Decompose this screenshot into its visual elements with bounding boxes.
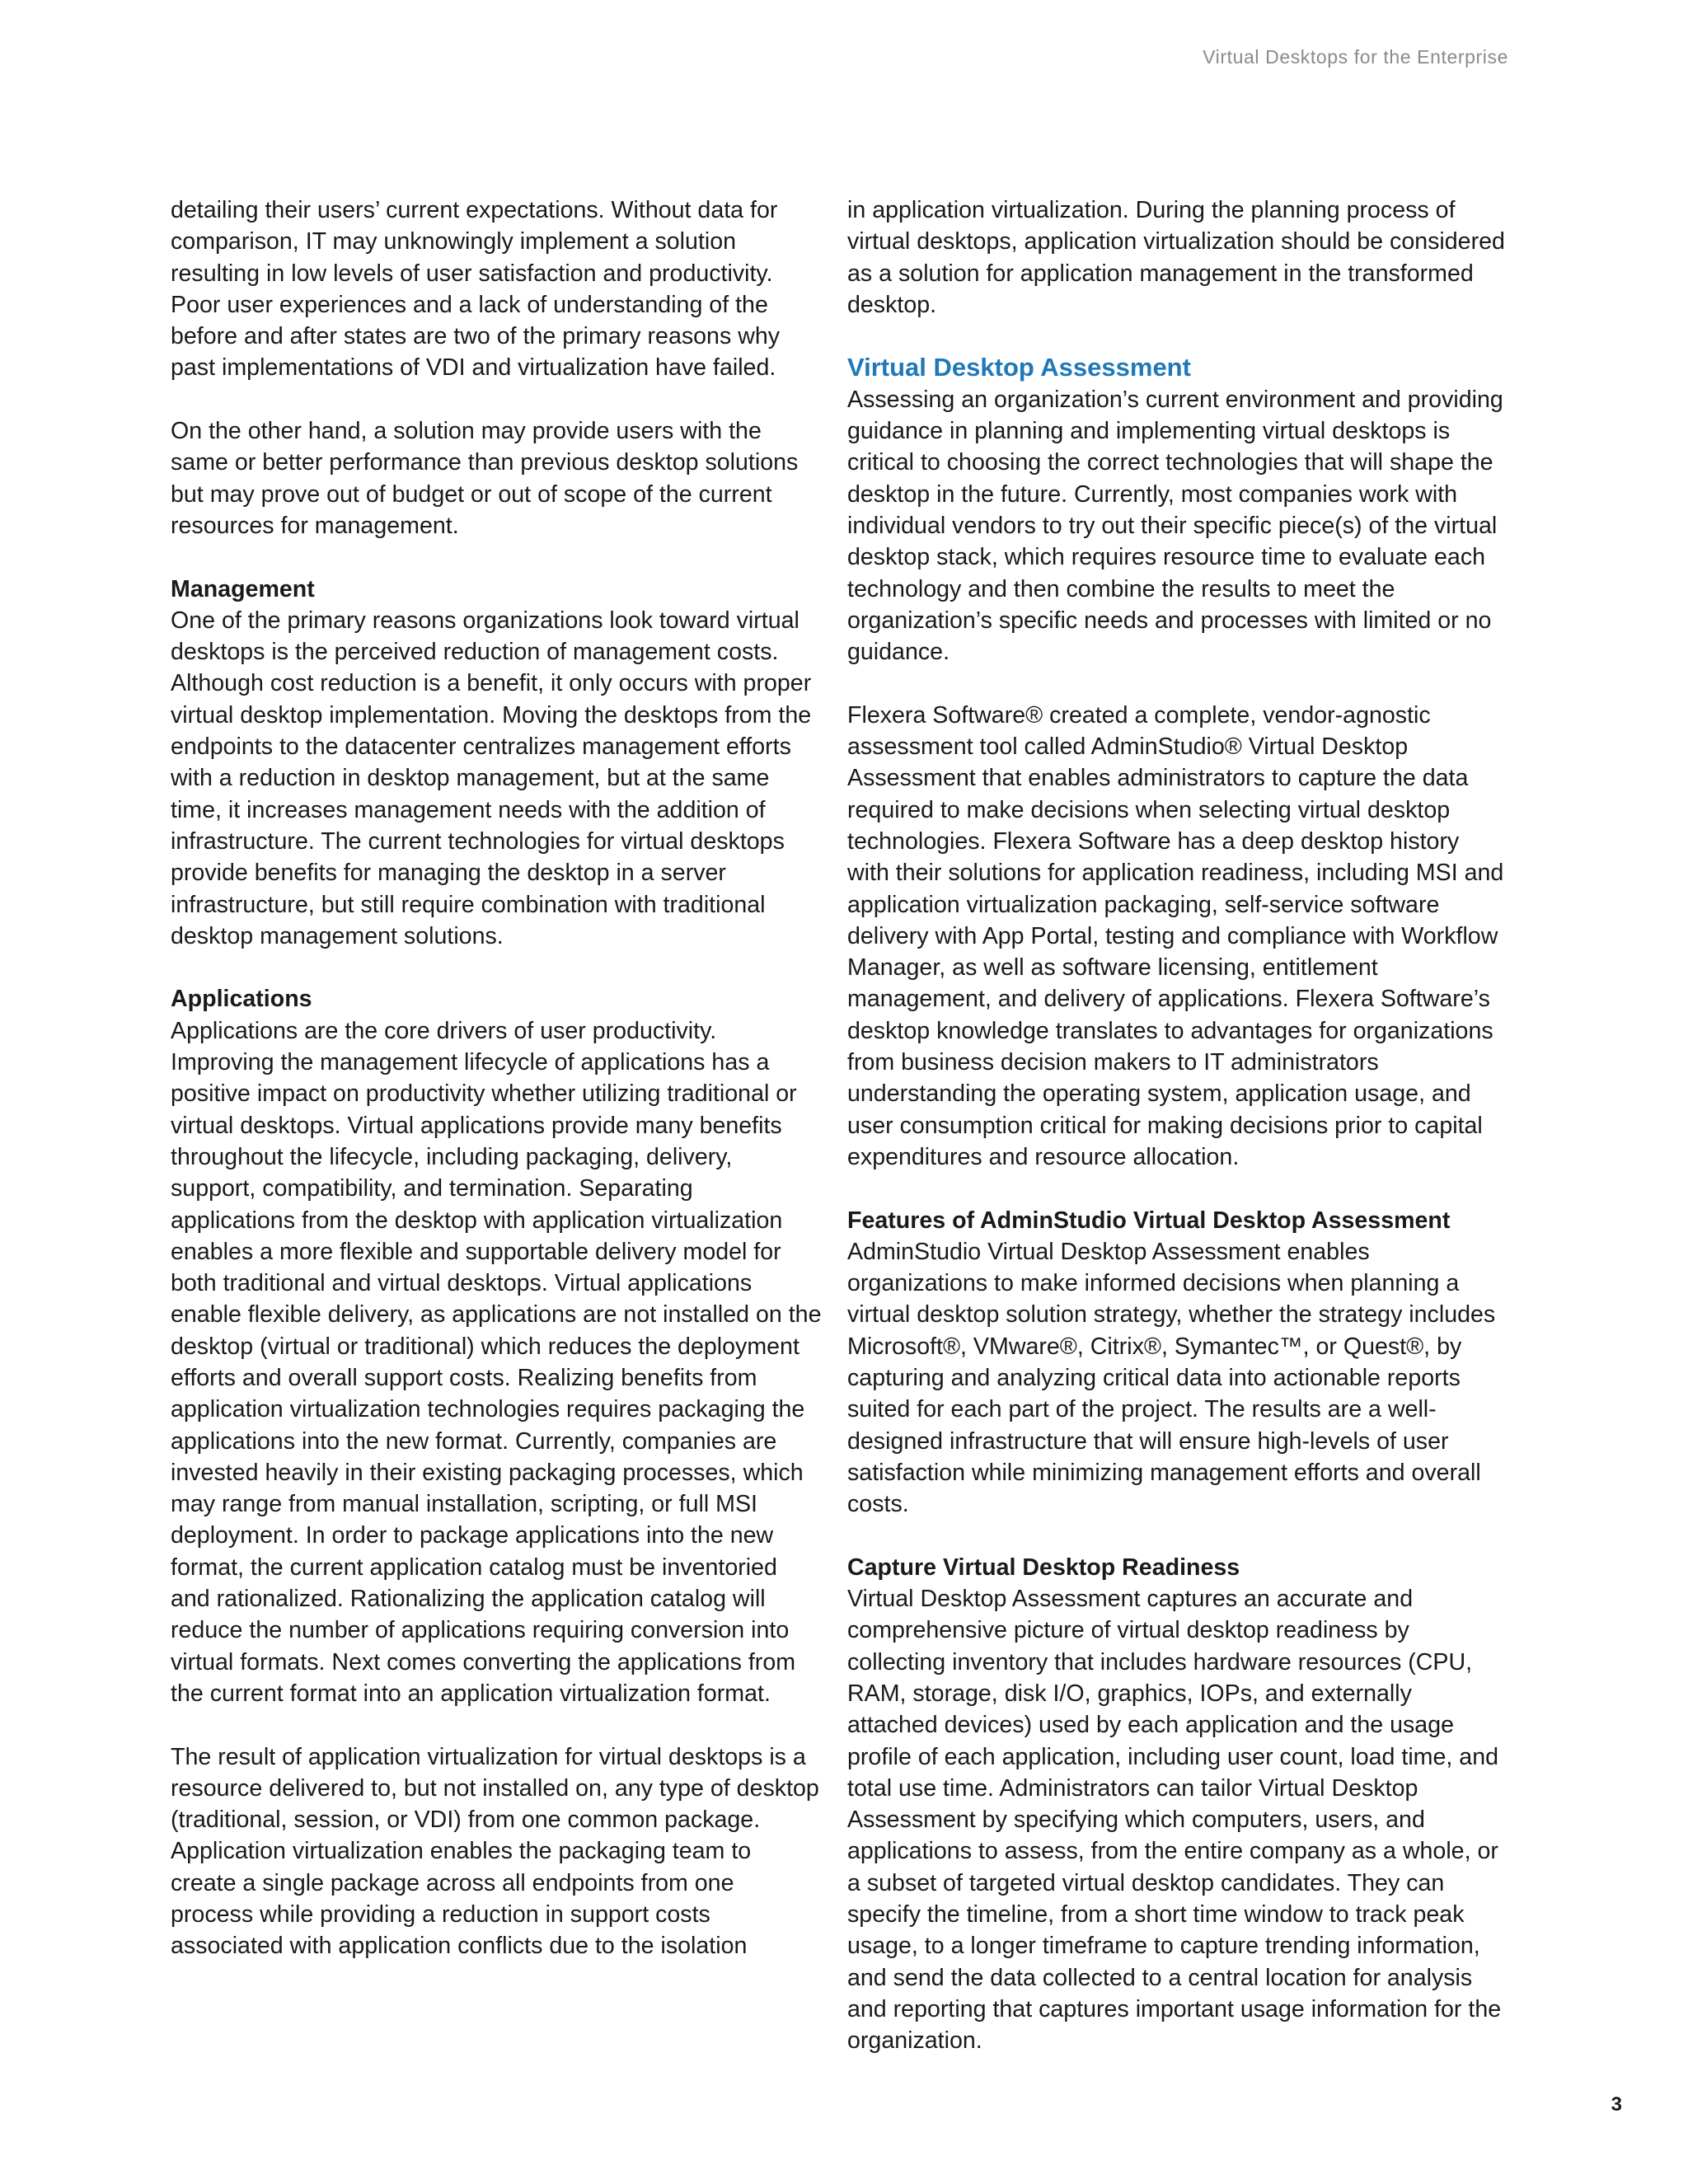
running-header: Virtual Desktops for the Enterprise <box>1203 46 1508 68</box>
management-heading: Management <box>171 575 315 602</box>
continuation-paragraph: in application virtualization. During the planning process of virtual desktops, application virtualization should be considered as a solution for application management in the transformed desktop. <box>847 197 1505 318</box>
assessment-heading: Virtual Desktop Assessment <box>847 353 1191 382</box>
applications-heading: Applications <box>171 986 312 1013</box>
applications-paragraph: Applications are the core drivers of user productivity. Improving the management lifecycle of applications has a positive impact on productivity whether utilizing traditional or virtual desktops. Virtual applications provide many benefits throughout the lifecycle, including packaging, delivery, support, compatibility, and termination. Separating applications from the desktop with application virtualization enables a more flexible and supportable delivery model for both traditional and virtual desktops. Virtual applications enable flexible delivery, as applications are not installed on the desktop (virtual or traditional) which reduces the deployment efforts and overall support costs. Realizing benefits from application virtualization technologies requires packaging the applications into the new format. Currently, companies are invested heavily in their existing packaging processes, which may range from manual installation, scripting, or full MSI deployment. In order to package applications into the new format, the current application catalog must be inventoried and rationalized. Rationalizing the application catalog will reduce the number of applications requiring conversion into virtual formats. Next comes converting the applications from the current format into an application virtualization format. <box>171 1017 822 1707</box>
intro-paragraph-1: detailing their users’ current expectations. Without data for comparison, IT may unknowingly implement a solution resulting in low levels of user satisfaction and productivity. Poor user experiences and a lack of understanding of the before and after states are two of the primary reasons why past implementations of VDI and virtualization have failed. <box>171 197 781 382</box>
features-heading: Features of AdminStudio Virtual Desktop Assessment <box>847 1207 1451 1234</box>
result-paragraph: The result of application virtualization for virtual desktops is a resource delivered to, but not installed on, any type of desktop (traditional, session, or VDI) from one common package. Application virtualization enables the packaging team to create a single package across all endpoints from one process while providing a reduction in support costs associated with application conflicts due to the isolation <box>171 1743 819 1960</box>
features-paragraph: AdminStudio Virtual Desktop Assessment enables organizations to make informed decisions when planning a virtual desktop solution strategy, whether the strategy includes Microsoft®, VMware®, Citrix®, Symantec™, or Quest®, by capturing and analyzing critical data into actionable reports suited for each part of the project. The results are a well-designed infrastructure that will ensure high-levels of user satisfaction while minimizing management efforts and overall costs. <box>847 1238 1496 1518</box>
flexera-paragraph: Flexera Software® created a complete, vendor-agnostic assessment tool called AdminStudio® Virtual Desktop Assessment that enables administrators to capture the data required to make decisions when selecting virtual desktop technologies. Flexera Software has a deep desktop history with their solutions for application readiness, including MSI and application virtualization packaging, self-service software delivery with App Portal, testing and compliance with Workflow Manager, as well as software licensing, entitlement management, and delivery of applications. Flexera Software’s desktop knowledge translates to advantages for organizations from business decision makers to IT administrators understanding the operating system, application usage, and user consumption critical for making decisions prior to capital expenditures and resource allocation. <box>847 701 1504 1170</box>
intro-paragraph-2: On the other hand, a solution may provide users with the same or better performance than previous desktop solutions but may prove out of budget or out of scope of the current resources for management. <box>171 418 799 539</box>
page-number: 3 <box>1611 2093 1622 2116</box>
right-column <box>847 194 1507 2088</box>
assessment-paragraph: Assessing an organization’s current environment and providing guidance in planning and implementing virtual desktops is critical to choosing the correct technologies that will shape the desktop in the future. Currently, most companies work with individual vendors to try out their specific piece(s) of the virtual desktop stack, which requires resource time to evaluate each technology and then combine the results to meet the organization’s specific needs and processes with limited or no guidance. <box>847 386 1503 666</box>
capture-heading: Capture Virtual Desktop Readiness <box>847 1554 1240 1581</box>
left-column <box>171 194 822 1994</box>
capture-paragraph: Virtual Desktop Assessment captures an accurate and comprehensive picture of virtual desktop readiness by collecting inventory that includes hardware resources (CPU, RAM, storage, disk I/O, graphics, IOPs, and externally attached devices) used by each application and the usage profile of each application, including user count, load time, and total use time. Administrators can tailor Virtual Desktop Assessment by specifying which computers, users, and applications to assess, from the entire company as a whole, or a subset of targeted virtual desktop candidates. They can specify the timeline, from a short time window to track peak usage, to a longer timeframe to capture trending information, and send the data collected to a central location for analysis and reporting that captures important usage information for the organization. <box>847 1586 1502 2055</box>
management-paragraph: One of the primary reasons organizations look toward virtual desktops is the perceived reduction of management costs. Although cost reduction is a benefit, it only occurs with proper virtual desktop implementation. Moving the desktops from the endpoints to the datacenter centralizes management efforts with a reduction in desktop management, but at the same time, it increases management needs with the addition of infrastructure. The current technologies for virtual desktops provide benefits for managing the desktop in a server infrastructure, but still require combination with traditional desktop management solutions. <box>171 607 812 949</box>
